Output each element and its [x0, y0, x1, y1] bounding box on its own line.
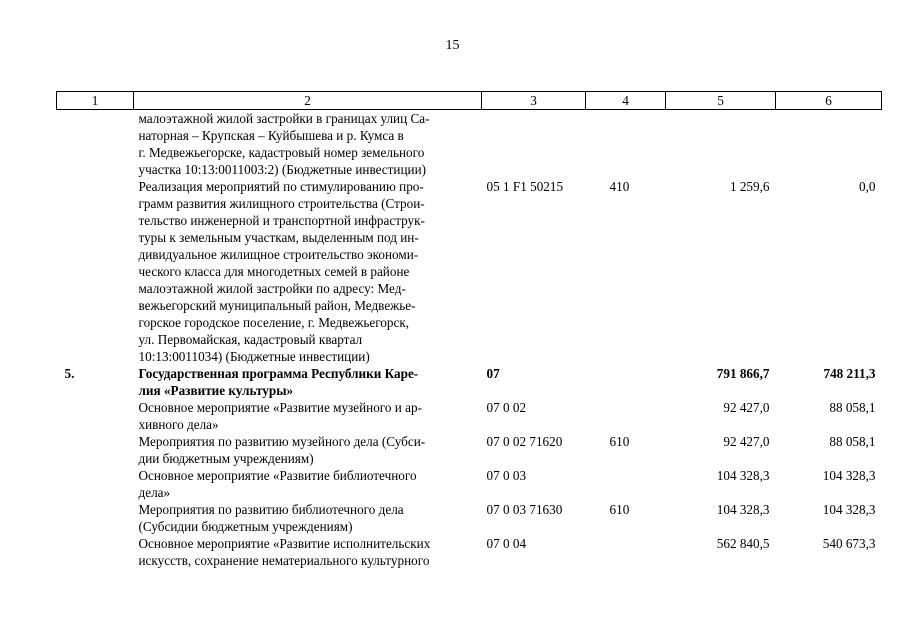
budget-table	[56, 91, 882, 569]
table-row	[57, 110, 882, 179]
table-row	[57, 467, 882, 501]
row-expense-type	[586, 535, 666, 569]
row-amount-1: 92 427,0	[723, 434, 770, 449]
row-index	[57, 535, 134, 569]
row-name	[134, 501, 482, 535]
row-name-line: туры к земельным участкам, выделенным под ин-	[138, 230, 419, 245]
table-header	[57, 92, 882, 110]
header-row	[57, 92, 882, 110]
row-name-line: малоэтажной жилой застройки в границах улиц Са-	[138, 111, 430, 126]
row-index	[57, 399, 134, 433]
row-amount-1: 104 328,3	[716, 502, 770, 517]
row-target-code: 07 0 02	[486, 400, 527, 415]
row-amount-1: 92 427,0	[723, 400, 770, 415]
row-amount-2	[776, 110, 882, 179]
row-name	[134, 365, 482, 399]
row-amount-2: 540 673,3	[822, 536, 876, 551]
row-name-line: ул. Первомайская, кадастровый квартал	[138, 332, 363, 347]
row-name	[134, 433, 482, 467]
row-name-line: искусств, сохранение нематериального культурного	[138, 553, 430, 568]
row-expense-type: 610	[609, 434, 630, 449]
table-row	[57, 501, 882, 535]
row-amount-2: 748 211,3	[823, 366, 876, 381]
row-index	[57, 178, 134, 365]
header-col-1: 1	[57, 92, 134, 110]
row-name	[134, 467, 482, 501]
row-name-line: Мероприятия по развитию музейного дела (Субси-	[138, 434, 426, 449]
row-name-line: тельство инженерной и транспортной инфраструк-	[138, 213, 425, 228]
row-target-code: 07	[486, 366, 500, 381]
row-name-line: Основное мероприятие «Развитие исполнительских	[138, 536, 431, 551]
row-amount-1: 104 328,3	[716, 468, 770, 483]
row-name-line: Государственная программа Республики Каре-	[138, 366, 419, 381]
row-amount-1: 791 866,7	[716, 366, 770, 381]
row-expense-type	[586, 399, 666, 433]
row-name-line: горское городское поселение, г. Медвежьегорск,	[138, 315, 410, 330]
table-row	[57, 399, 882, 433]
row-expense-type	[586, 467, 666, 501]
page-number: 15	[445, 38, 460, 53]
row-name-line: грамм развития жилищного строительства (Строи-	[138, 196, 425, 211]
row-name-line: хивного дела»	[138, 417, 219, 432]
row-name-line: дела»	[138, 485, 171, 500]
row-index: 5.	[64, 366, 75, 381]
row-name	[134, 110, 482, 179]
row-name-line: ческого класса для многодетных семей в районе	[138, 264, 410, 279]
row-name	[134, 535, 482, 569]
row-target-code: 07 0 04	[486, 536, 527, 551]
row-target-code: 05 1 F1 50215	[486, 179, 564, 194]
table-row	[57, 365, 882, 399]
row-name-line: дии бюджетным учреждениям)	[138, 451, 314, 466]
row-amount-2: 0,0	[859, 179, 876, 194]
row-expense-type: 410	[609, 179, 630, 194]
row-name-line: вежьегорский муниципальный район, Медвежье-	[138, 298, 416, 313]
table-row	[57, 535, 882, 569]
row-amount-2: 104 328,3	[822, 502, 876, 517]
header-col-4: 4	[586, 92, 666, 110]
row-index	[57, 501, 134, 535]
row-amount-2: 104 328,3	[822, 468, 876, 483]
row-name-line: г. Медвежьегорске, кадастровый номер земельного	[138, 145, 425, 160]
row-name-line: Основное мероприятие «Развитие библиотечного	[138, 468, 417, 483]
row-amount-1: 562 840,5	[716, 536, 770, 551]
row-amount-2: 88 058,1	[829, 400, 876, 415]
row-index	[57, 433, 134, 467]
row-name-line: лия «Развитие культуры»	[138, 383, 294, 398]
row-target-code: 07 0 03	[486, 468, 527, 483]
row-expense-type	[586, 365, 666, 399]
header-col-2: 2	[134, 92, 482, 110]
header-col-5: 5	[666, 92, 776, 110]
row-expense-type	[586, 110, 666, 179]
table-body	[57, 110, 882, 570]
table-row	[57, 178, 882, 365]
row-target-code	[482, 110, 586, 179]
row-name-line: Реализация мероприятий по стимулированию про-	[138, 179, 424, 194]
row-name	[134, 178, 482, 365]
row-amount-1	[666, 110, 776, 179]
row-name-line: Основное мероприятие «Развитие музейного и ар-	[138, 400, 422, 415]
row-target-code: 07 0 03 71630	[486, 502, 563, 517]
row-name-line: (Субсидии бюджетным учреждениям)	[138, 519, 353, 534]
row-name-line: участка 10:13:0011003:2) (Бюджетные инвестиции)	[138, 162, 427, 177]
row-name	[134, 399, 482, 433]
row-name-line: дивидуальное жилищное строительство экономи-	[138, 247, 419, 262]
header-col-6: 6	[776, 92, 882, 110]
row-amount-1: 1 259,6	[729, 179, 770, 194]
row-amount-2: 88 058,1	[829, 434, 876, 449]
row-index	[57, 467, 134, 501]
row-name-line: наторная – Крупская – Куйбышева и р. Кумса в	[138, 128, 404, 143]
row-index	[57, 110, 134, 179]
header-col-3: 3	[482, 92, 586, 110]
row-expense-type: 610	[609, 502, 630, 517]
row-name-line: 10:13:0011034) (Бюджетные инвестиции)	[138, 349, 370, 364]
table-row	[57, 433, 882, 467]
row-name-line: Мероприятия по развитию библиотечного дела	[138, 502, 404, 517]
row-name-line: малоэтажной жилой застройки по адресу: Мед-	[138, 281, 406, 296]
row-target-code: 07 0 02 71620	[486, 434, 563, 449]
